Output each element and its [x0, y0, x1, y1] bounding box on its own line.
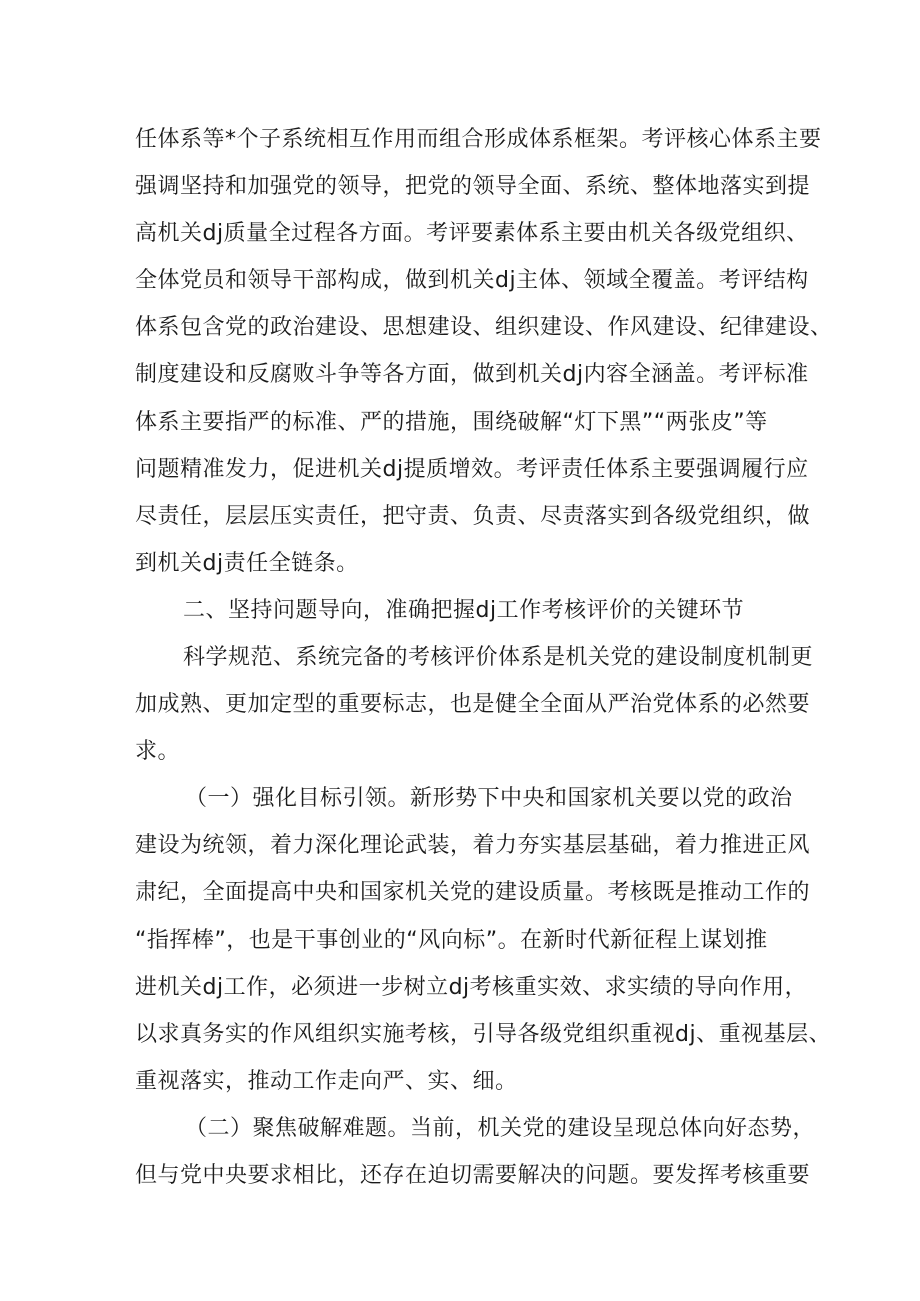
text-line: 肃纪，全面提高中央和国家机关党的建设质量。考核既是推动工作的: [135, 880, 811, 905]
text-line: 高机关dj质量全过程各方面。考评要素体系主要由机关各级党组织、: [135, 221, 809, 246]
section-heading: 二、坚持问题导向，准确把握dj工作考核评价的关键环节: [183, 598, 745, 623]
text-line: 建设为统领，着力深化理论武装，着力夯实基层基础，着力推进正风: [135, 833, 811, 858]
subsection-line: （二）聚焦破解难题。当前，机关党的建设呈现总体向好态势，: [185, 1116, 816, 1141]
text-line: 尽责任，层层压实责任，把守责、负责、尽责落实到各级党组织，做: [135, 504, 811, 529]
text-line: 体系主要指严的标准、严的措施，围绕破解“灯下黑”“两张皮”等: [135, 410, 768, 435]
text-line: 体系包含党的政治建设、思想建设、组织建设、作风建设、纪律建设、: [135, 315, 833, 340]
text-line: 但与党中央要求相比，还存在迫切需要解决的问题。要发挥考核重要: [135, 1163, 811, 1188]
text-line: 进机关dj工作，必须进一步树立dj考核重实效、求实绩的导向作用，: [135, 975, 808, 1000]
text-line: 求。: [135, 739, 181, 764]
text-line: 制度建设和反腐败斗争等各方面，做到机关dj内容全涵盖。考评标准: [135, 362, 809, 387]
text-line: 全体党员和领导干部构成，做到机关dj主体、领域全覆盖。考评结构: [135, 268, 809, 293]
text-line: 任体系等*个子系统相互作用而组合形成体系框架。考评核心体系主要: [135, 127, 822, 152]
text-line: 问题精准发力，促进机关dj提质增效。考评责任体系主要强调履行应: [135, 457, 809, 482]
text-line: 以求真务实的作风组织实施考核，引导各级党组织重视dj、重视基层、: [135, 1022, 832, 1047]
subsection-line: （一）强化目标引领。新形势下中央和国家机关要以党的政治: [185, 786, 793, 811]
text-line: 强调坚持和加强党的领导，把党的领导全面、系统、整体地落实到提: [135, 174, 811, 199]
text-line: “指挥棒”，也是干事创业的“风向标”。在新时代新征程上谋划推: [135, 928, 768, 953]
text-line: 加成熟、更加定型的重要标志，也是健全全面从严治党体系的必然要: [135, 692, 811, 717]
text-line: 重视落实，推动工作走向严、实、细。: [135, 1069, 518, 1094]
text-line: 科学规范、系统完备的考核评价体系是机关党的建设制度机制更: [183, 645, 814, 670]
text-line: 到机关dj责任全链条。: [135, 551, 359, 576]
